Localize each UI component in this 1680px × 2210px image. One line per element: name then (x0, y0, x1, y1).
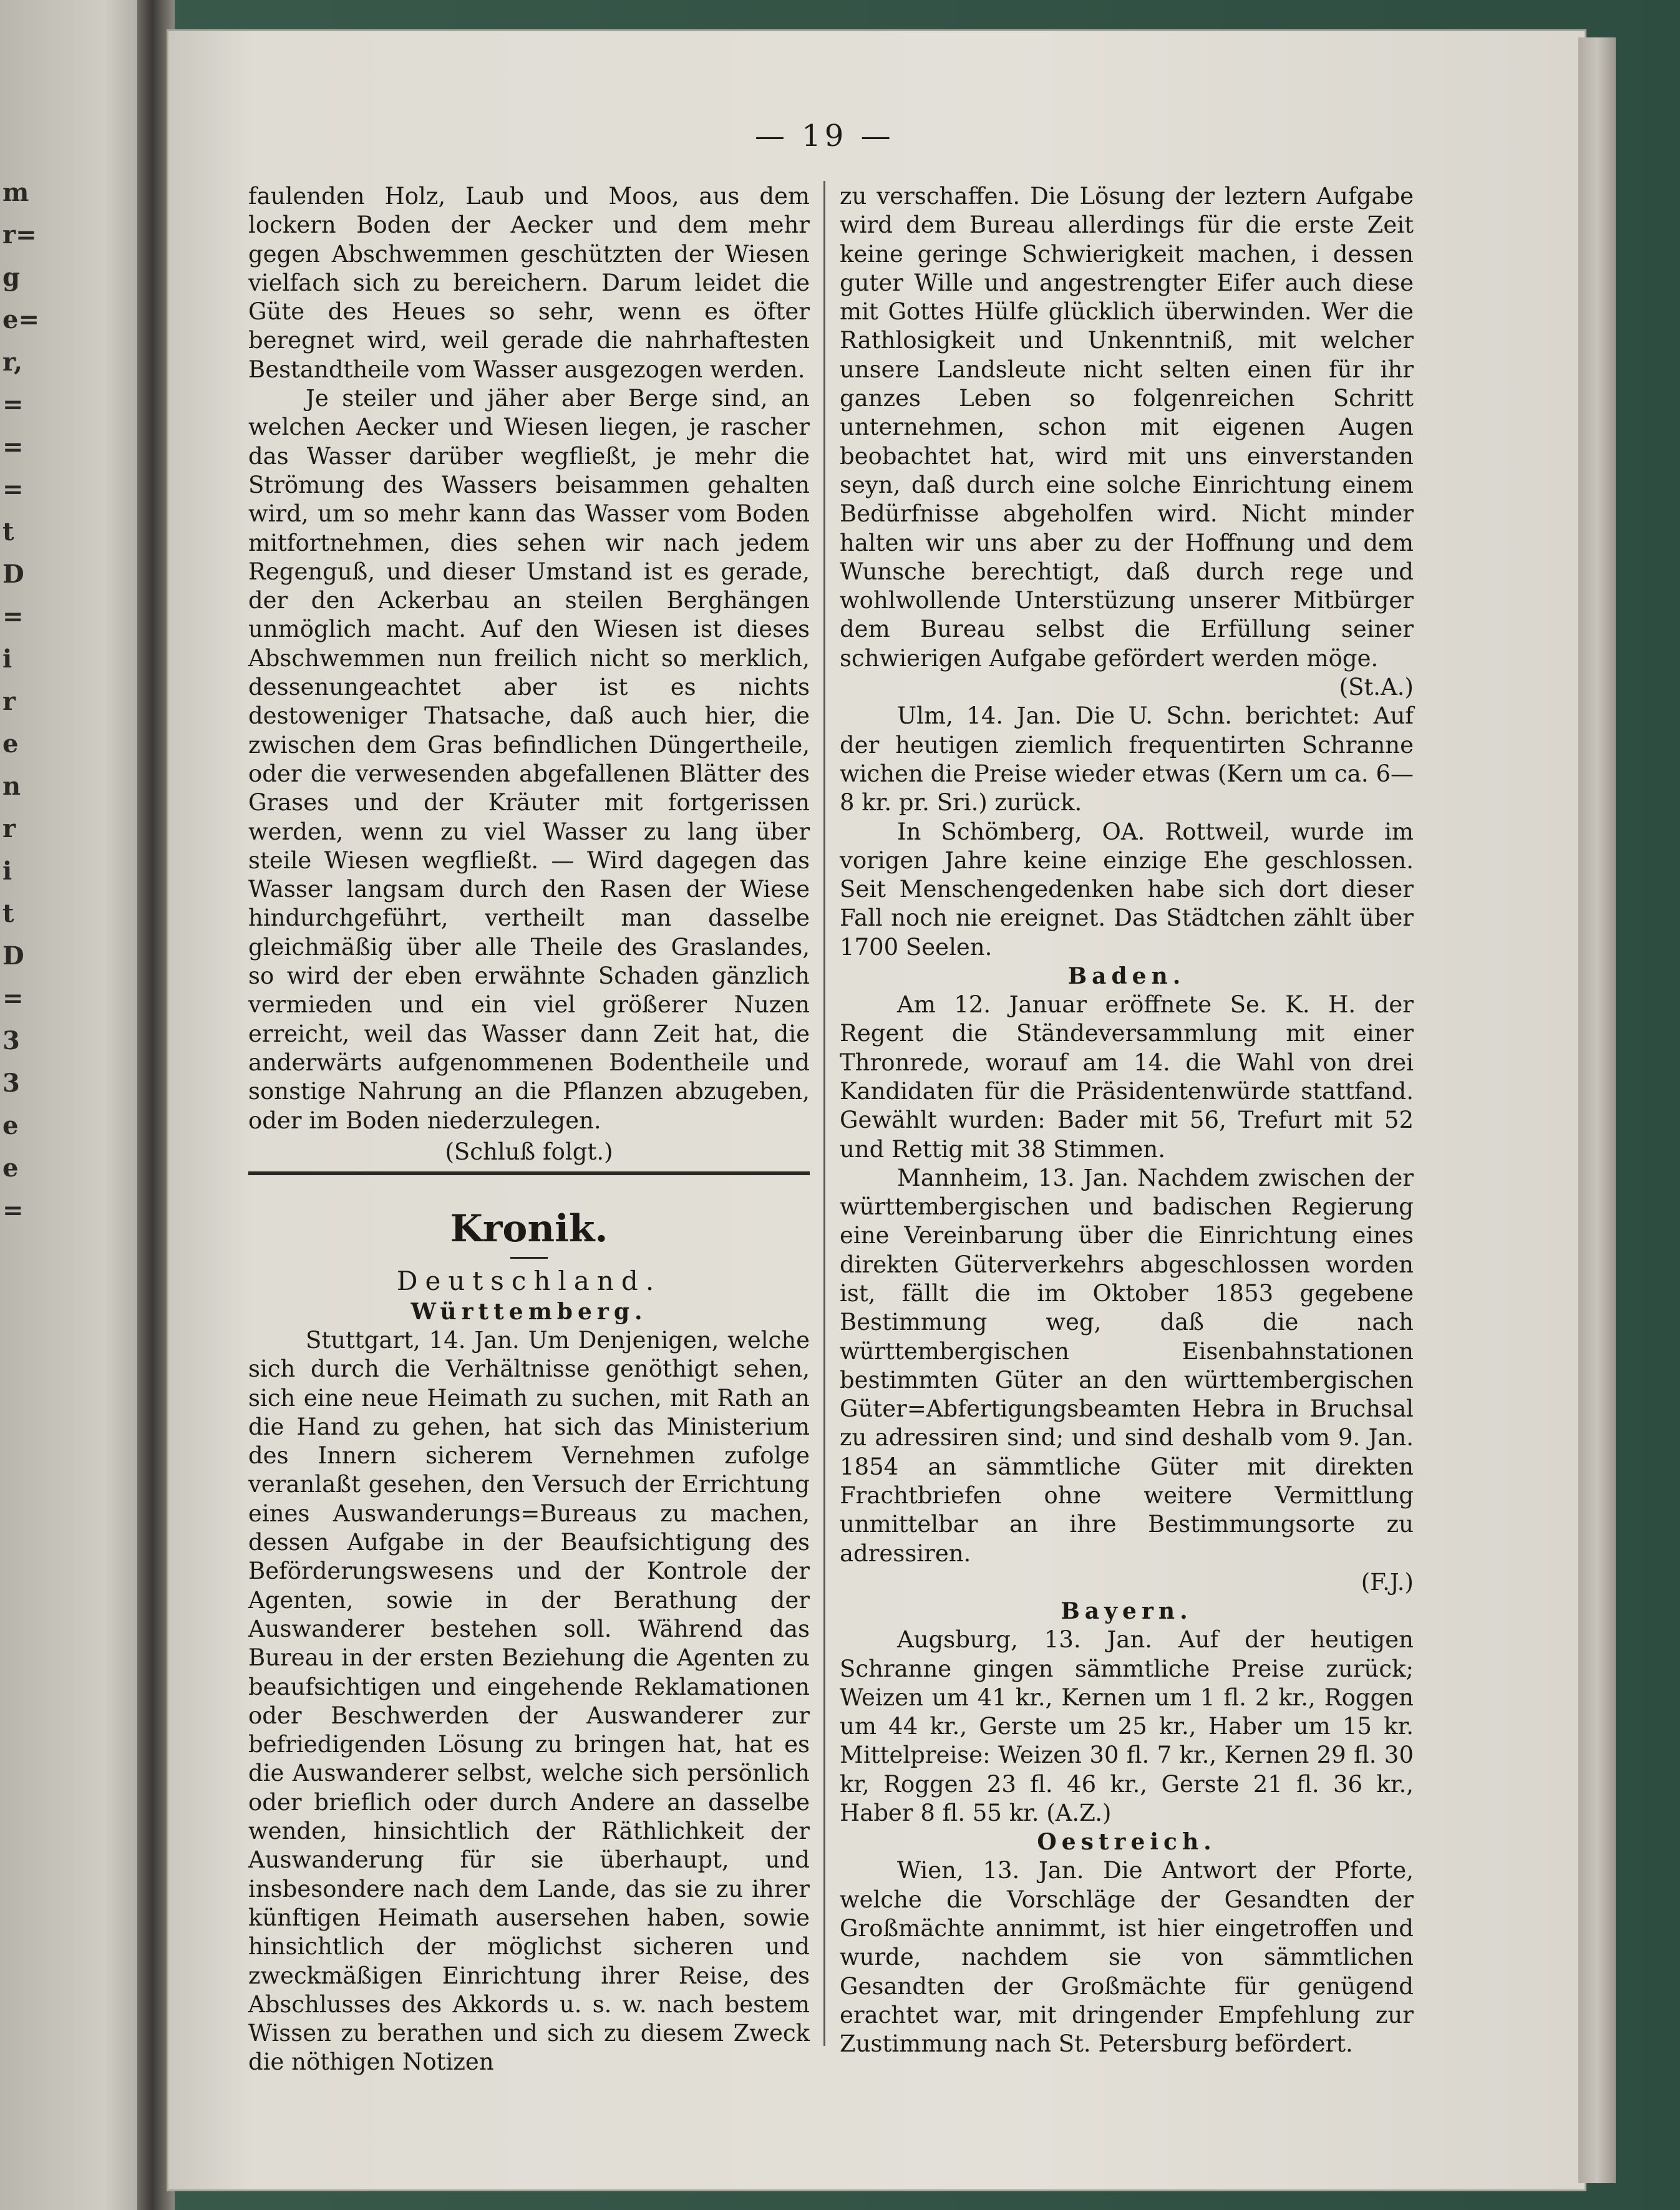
article-paragraph: Je steiler und jäher aber Berge sind, an welchen Aecker und Wiesen liegen, je rascher das Wasser darüber wegfließt, je mehr die Strömung des Wassers beisammen gehalten wird, um so mehr kann das Wasser vom Boden mitfortnehmen, dies sehen wir nach jedem Regenguß, und dieser Umstand ist es gerade, der den Ackerbau an steilen Berghängen unmöglich macht. Auf den Wiesen ist dieses Abschwemmen nun freilich nicht so merklich, dessenungeachtet aber ist es nichts destoweniger Thatsache, daß auch hier, die zwischen dem Gras befindlichen Düngertheile, oder die verwesenden abgefallenen Blätter des Grases und der Kräuter mit fortgerissen werden, wenn zu viel Wasser zu lang über steile Wiesen wegfließt. — Wird dagegen das Wasser langsam durch den Rasen der Wiese hindurchgeführt, vertheilt man dasselbe gleichmäßig über alle Theile des Graslandes, so wird der eben erwähnte Schaden gänzlich vermieden und ein viel größerer Nuzen erreicht, weil das Wasser dann Zeit hat, die anderwärts aufgenommenen Bodentheile und sonstige Nahrung an die Pflanzen abzugeben, oder im Boden niederzulegen. (248, 385, 810, 1134)
section-rule (248, 1171, 810, 1175)
column-left (248, 182, 810, 1166)
region-heading: Oestreich. (1037, 1829, 1216, 1856)
previous-page-fragment: t (2, 899, 14, 928)
previous-page-fragment: t (2, 517, 14, 546)
previous-page-fragment: m (2, 178, 29, 207)
previous-page-fragment: i (2, 644, 12, 674)
previous-page-fragment: = (2, 1196, 24, 1225)
previous-page-fragment: 3 (2, 1069, 20, 1098)
article-signature: (Schluß folgt.) (445, 1138, 613, 1165)
previous-page-fragment: e (2, 729, 19, 758)
previous-page-fragment: i (2, 856, 12, 886)
previous-page-fragment: r, (2, 347, 23, 377)
column-left-kronik (248, 1182, 810, 2077)
page-stack-edge (1578, 37, 1616, 2183)
previous-page-fragment: = (2, 390, 24, 419)
article-continuation-paragraph: faulenden Holz, Laub und Moos, aus dem lockern Boden der Aecker und dem mehr gegen Abschwemmen geschützten der Wiesen vielfach sich zu bereichern. Darum leidet die Güte des Heues so sehr, wenn es öfter beregnet wird, weil gerade die nahrhaftesten Bestandtheile vom Wasser ausgezogen werden. (248, 183, 810, 383)
title-rule (510, 1257, 548, 1259)
news-item: Stuttgart, 14. Jan. Um Denjenigen, welche sich durch die Verhältnisse genöthigt sehen, sich eine neue Heimath zu suchen, mit Rath an die Hand zu gehen, hat sich das Ministerium des Innern sicherem Vernehmen zufolge veranlaßt gesehen, den Versuch der Errichtung eines Auswanderungs=Bureaus zu machen, dessen Aufgabe in der Beaufsichtigung des Beförderungswesens und der Kontrole der Agenten, sowie in der Berathung der Auswanderer bestehen soll. Während das Bureau in der ersten Beziehung die Agenten zu beaufsichtigen und eingehende Reklamationen oder Beschwerden der Auswanderer zur befriedigenden Lösung zu bringen hat, hat es die Auswanderer selbst, welche sich persönlich oder brieflich oder durch Andere an dasselbe wenden, hinsichtlich der Räthlichkeit der Auswanderung für sie überhaupt, und insbesondere nach dem Lande, das sie zu ihrer künftigen Heimath ausersehen haben, sowie hinsichtlich der möglichst sicheren und zweckmäßigen Einrichtung ihrer Reise, des Abschlusses des Akkords u. s. w. nach bestem Wissen zu berathen und sich zu diesem Zweck die nöthigen Notizen (248, 1327, 810, 2076)
news-item: Am 12. Januar eröffnete Se. K. H. der Regent die Ständeversammlung mit einer Thronrede, worauf am 14. die Wahl von drei Kandidaten für die Präsidentenwürde stattfand. Gewählt wurden: Bader mit 56, Trefurt mit 52 und Rettig mit 38 Stimmen. (840, 991, 1414, 1163)
news-item: In Schömberg, OA. Rottweil, wurde im vorigen Jahre keine einzige Ehe geschlossen. Seit Menschengedenken habe sich dort dieser Fall noch nie ereignet. Das Städtchen zählt über 1700 Seelen. (840, 818, 1414, 961)
previous-page-fragment: r (2, 687, 16, 716)
news-source: (St.A.) (1339, 674, 1414, 701)
previous-page-fragment: r= (2, 220, 37, 250)
previous-page-fragment: r (2, 814, 16, 843)
country-heading: Deutschland. (396, 1266, 662, 1296)
previous-page-fragment: e= (2, 305, 39, 334)
page-number: — 19 — (755, 119, 895, 153)
section-title: Kronik. (450, 1207, 608, 1251)
region-heading: Württemberg. (410, 1299, 648, 1325)
previous-page-fragment: = (2, 432, 24, 462)
news-item: Ulm, 14. Jan. Die U. Schn. berichtet: Auf der heutigen ziemlich frequentirten Schranne wichen die Preise wieder etwas (Kern um ca. 6—8 kr. pr. Sri.) zurück. (840, 702, 1414, 817)
region-heading: Baden. (1067, 963, 1186, 990)
previous-page-fragment: n (2, 772, 21, 801)
previous-page-fragment: D (2, 941, 24, 971)
news-item: Mannheim, 13. Jan. Nachdem zwischen der württembergischen und badischen Regierung eine Vereinbarung über die Einrichtung eines direkten Güterverkehrs abgeschlossen worden ist, fällt die im Oktober 1853 gegebene Bestimmung weg, daß die nach württembergischen Eisenbahnstationen bestimmten Güter an den württembergischen Güter=Abfertigungsbeamten Hebra in Bruchsal zu adressiren sind; und sind deshalb vom 9. Jan. 1854 an sämmtliche Güter mit direkten Frachtbriefen ohne weitere Vermittlung unmittelbar an ihre Bestimmungsorte zu adressiren. (840, 1164, 1414, 1567)
previous-page-fragment: e (2, 1153, 19, 1183)
region-heading: Bayern. (1061, 1598, 1193, 1625)
column-right (840, 182, 1414, 2058)
column-divider (823, 181, 825, 2046)
previous-page-fragment: g (2, 263, 20, 292)
previous-page-fragment: = (2, 475, 24, 504)
previous-page-fragment: 3 (2, 1026, 20, 1055)
news-source: (F.J.) (1361, 1568, 1414, 1596)
previous-page-fragment: D (2, 560, 24, 589)
previous-page-fragment: = (2, 984, 24, 1013)
previous-page-fragment: = (2, 602, 24, 631)
news-item-continuation: zu verschaffen. Die Lösung der leztern Aufgabe wird dem Bureau allerdings für die erste Zeit keine geringe Schwierigkeit machen, i dessen guter Wille und angestrengter Eifer auch diese mit Gottes Hülfe glücklich überwinden. Wer die Rathlosigkeit und Unkenntniß, mit welcher unsere Landsleute nicht selten einen für ihr ganzes Leben so folgenreichen Schritt unternehmen, schon mit eigenen Augen beobachtet hat, wird mit uns einverstanden seyn, daß durch eine solche Einrichtung einem Bedürfnisse abgeholfen wird. Nicht minder halten wir uns aber zu der Hoffnung und dem Wunsche berechtigt, daß durch rege und wohlwollende Unterstüzung unserer Mitbürger dem Bureau selbst die Erfüllung seiner schwierigen Aufgabe gefördert werden möge. (840, 183, 1414, 672)
previous-page-fragment: e (2, 1111, 19, 1140)
news-item: Augsburg, 13. Jan. Auf der heutigen Schranne gingen sämmtliche Preise zurück; Weizen um 41 kr., Kernen um 1 fl. 2 kr., Roggen um 44 kr., Gerste um 25 kr., Haber um 15 kr. Mittelpreise: Weizen 30 fl. 7 kr., Kernen 29 fl. 30 kr, Roggen 23 fl. 46 kr., Gerste 21 fl. 36 kr., Haber 8 fl. 55 kr. (A.Z.) (840, 1626, 1414, 1827)
previous-page-edge (0, 0, 150, 2210)
news-item: Wien, 13. Jan. Die Antwort der Pforte, welche die Vorschläge der Gesandten der Großmächte annimmt, ist hier eingetroffen und wurde, nachdem sie von sämmtlichen Gesandten der Großmächte für genügend erachtet war, mit dringender Empfehlung zur Zustimmung nach St. Petersburg befördert. (840, 1857, 1414, 2058)
